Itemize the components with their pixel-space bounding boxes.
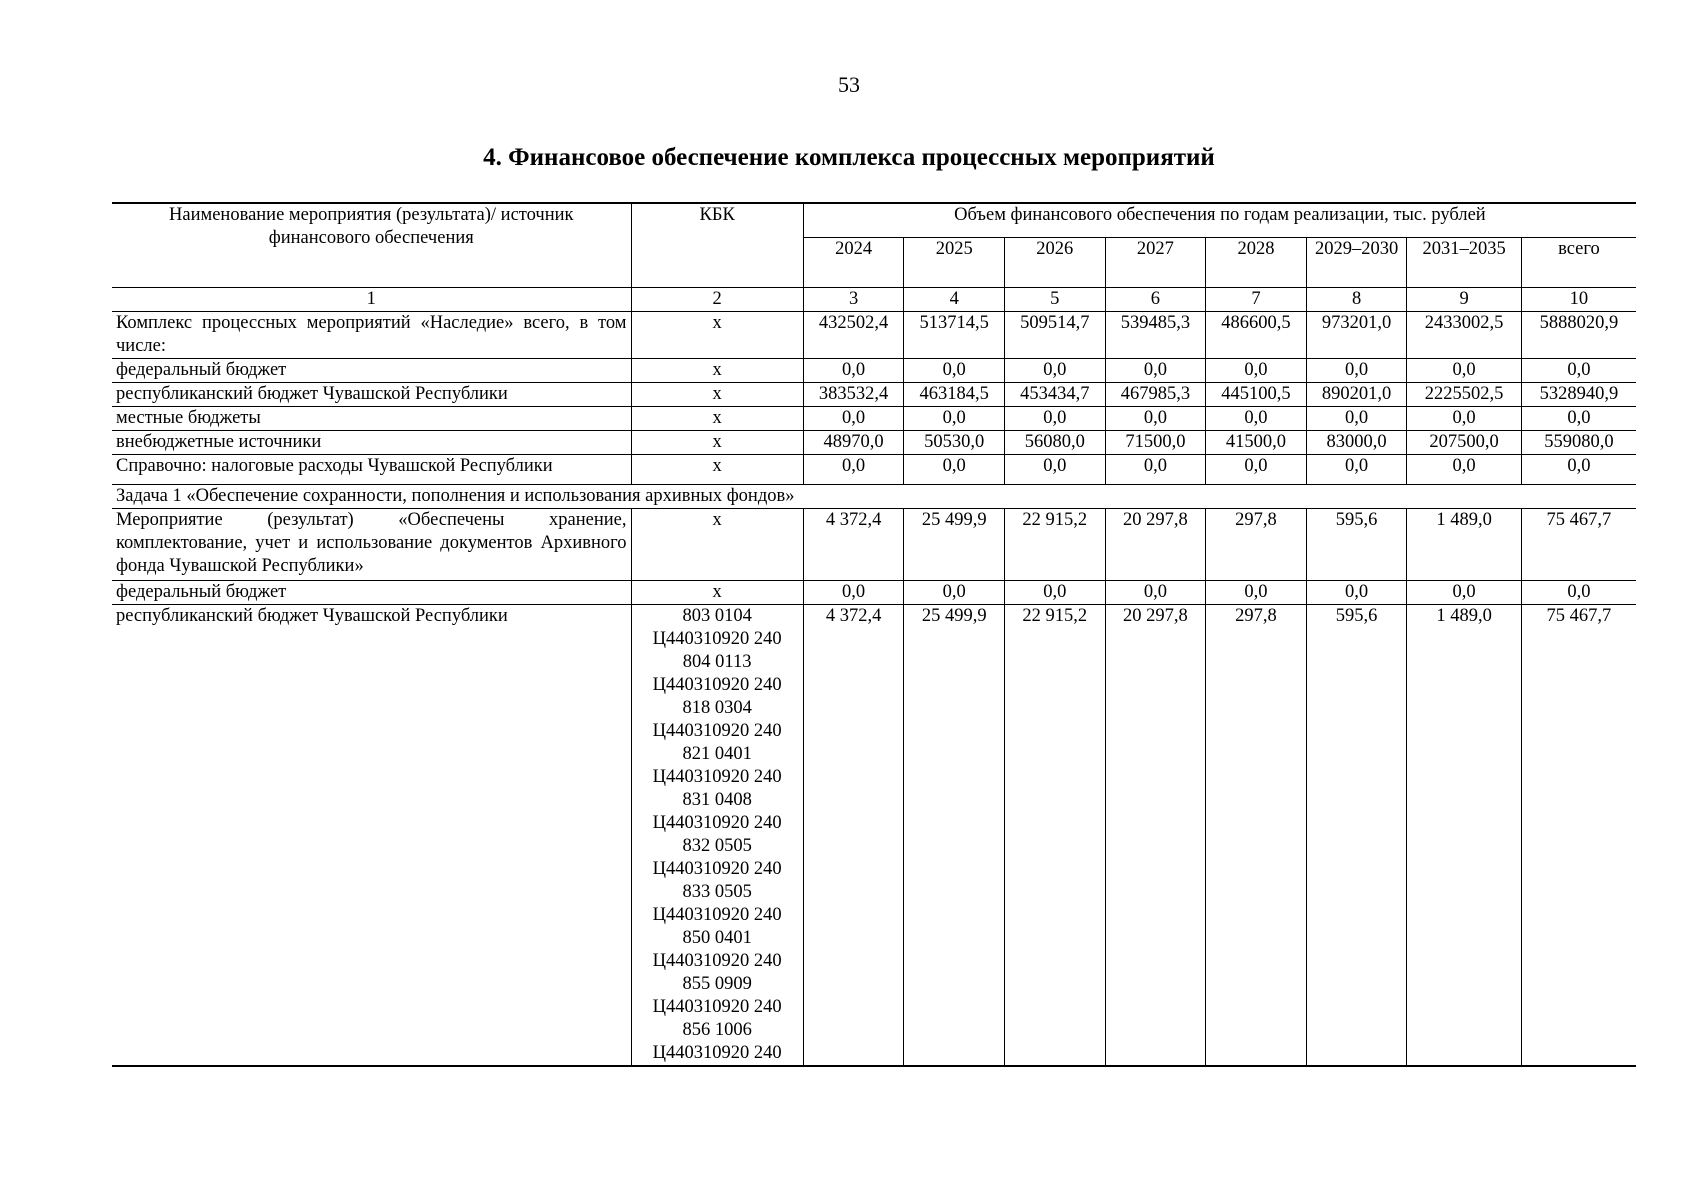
row-value: 0,0	[904, 454, 1005, 484]
column-number: 7	[1206, 287, 1307, 311]
table-row	[112, 406, 1636, 430]
table-row	[112, 508, 1636, 580]
row-value: 75 467,7	[1521, 604, 1636, 1066]
kbk-line: 850 0401	[682, 927, 752, 948]
row-value: 0,0	[1407, 358, 1522, 382]
kbk-line: Ц440310920 240	[652, 1042, 782, 1063]
row-value: 20 297,8	[1105, 604, 1206, 1066]
row-kbk: х	[631, 430, 803, 454]
row-value: 0,0	[1407, 406, 1522, 430]
row-name: Комплекс процессных мероприятий «Наследие» всего, в том числе:	[112, 311, 631, 358]
kbk-line: 833 0505	[682, 881, 752, 902]
header-year: 2025	[904, 237, 1005, 287]
row-value: 2225502,5	[1407, 382, 1522, 406]
row-value: 890201,0	[1306, 382, 1407, 406]
row-name: Мероприятие (результат) «Обеспечены хранение, комплектование, учет и использование документов Архивного фонда Чувашской Республики»	[112, 508, 631, 580]
column-number: 9	[1407, 287, 1522, 311]
row-value: 0,0	[1306, 580, 1407, 604]
row-value: 71500,0	[1105, 430, 1206, 454]
row-name: федеральный бюджет	[112, 358, 631, 382]
row-value: 0,0	[1521, 358, 1636, 382]
kbk-line: 832 0505	[682, 835, 752, 856]
kbk-line: Ц440310920 240	[652, 904, 782, 925]
kbk-line: Ц440310920 240	[652, 720, 782, 741]
table-row	[112, 454, 1636, 484]
row-value: 0,0	[1105, 358, 1206, 382]
kbk-line: 831 0408	[682, 789, 752, 810]
row-value: 0,0	[904, 580, 1005, 604]
row-value: 41500,0	[1206, 430, 1307, 454]
column-number: 2	[631, 287, 803, 311]
row-value: 0,0	[1521, 580, 1636, 604]
row-value: 0,0	[1206, 580, 1307, 604]
row-value: 0,0	[1407, 580, 1522, 604]
row-value: 0,0	[1105, 406, 1206, 430]
header-year: 2031–2035	[1407, 237, 1522, 287]
row-value: 0,0	[1004, 406, 1105, 430]
column-number: 3	[803, 287, 904, 311]
header-name: Наименование мероприятия (результата)/ источник финансового обеспечения	[112, 203, 631, 287]
row-value: 1 489,0	[1407, 508, 1522, 580]
row-value: 0,0	[1521, 406, 1636, 430]
column-number: 8	[1306, 287, 1407, 311]
column-number: 1	[112, 287, 631, 311]
row-kbk: х	[631, 358, 803, 382]
table-header	[112, 203, 1636, 311]
row-kbk: х	[631, 508, 803, 580]
table-row	[112, 382, 1636, 406]
header-kbk: КБК	[631, 203, 803, 287]
row-value: 0,0	[1306, 358, 1407, 382]
row-kbk: х	[631, 454, 803, 484]
row-value: 467985,3	[1105, 382, 1206, 406]
row-value: 0,0	[1004, 358, 1105, 382]
row-value: 4 372,4	[803, 604, 904, 1066]
row-kbk: х	[631, 382, 803, 406]
row-value: 56080,0	[1004, 430, 1105, 454]
row-value: 0,0	[803, 580, 904, 604]
header-volume: Объем финансового обеспечения по годам реализации, тыс. рублей	[803, 203, 1636, 237]
kbk-line: 804 0113	[682, 651, 752, 672]
kbk-line: Ц440310920 240	[652, 950, 782, 971]
table-row	[112, 311, 1636, 358]
row-value: 463184,5	[904, 382, 1005, 406]
row-value: 973201,0	[1306, 311, 1407, 358]
task-row	[112, 484, 1636, 508]
row-value: 0,0	[1206, 406, 1307, 430]
row-value: 20 297,8	[1105, 508, 1206, 580]
table-row	[112, 358, 1636, 382]
header-year: 2027	[1105, 237, 1206, 287]
row-value: 0,0	[1407, 454, 1522, 484]
row-value: 297,8	[1206, 508, 1307, 580]
task-title: Задача 1 «Обеспечение сохранности, пополнения и использования архивных фондов»	[112, 484, 1636, 508]
row-name: местные бюджеты	[112, 406, 631, 430]
kbk-line: 855 0909	[682, 973, 752, 994]
row-value: 22 915,2	[1004, 508, 1105, 580]
financing-table	[112, 202, 1636, 1067]
document-title: 4. Финансовое обеспечение комплекса процессных мероприятий	[483, 144, 1215, 171]
table-row	[112, 580, 1636, 604]
row-value: 486600,5	[1206, 311, 1307, 358]
row-value: 25 499,9	[904, 604, 1005, 1066]
row-value: 25 499,9	[904, 508, 1005, 580]
row-value: 0,0	[1105, 454, 1206, 484]
row-value: 22 915,2	[1004, 604, 1105, 1066]
kbk-line: Ц440310920 240	[652, 766, 782, 787]
row-value: 207500,0	[1407, 430, 1522, 454]
row-value: 48970,0	[803, 430, 904, 454]
kbk-line: Ц440310920 240	[652, 674, 782, 695]
kbk-line: 803 0104	[682, 605, 752, 626]
row-value: 2433002,5	[1407, 311, 1522, 358]
header-year: 2028	[1206, 237, 1307, 287]
row-value: 0,0	[1105, 580, 1206, 604]
row-value: 0,0	[904, 358, 1005, 382]
row-value: 0,0	[1004, 454, 1105, 484]
row-value: 595,6	[1306, 508, 1407, 580]
row-name: республиканский бюджет Чувашской Республики	[112, 604, 631, 1066]
kbk-line: Ц440310920 240	[652, 812, 782, 833]
column-number: 5	[1004, 287, 1105, 311]
row-value: 0,0	[1306, 454, 1407, 484]
row-name: внебюджетные источники	[112, 430, 631, 454]
row-value: 383532,4	[803, 382, 904, 406]
column-number: 6	[1105, 287, 1206, 311]
table-row	[112, 430, 1636, 454]
kbk-line: Ц440310920 240	[652, 858, 782, 879]
table-row	[112, 604, 1636, 1066]
row-name: федеральный бюджет	[112, 580, 631, 604]
row-value: 595,6	[1306, 604, 1407, 1066]
row-value: 0,0	[1206, 358, 1307, 382]
header-year: 2026	[1004, 237, 1105, 287]
row-value: 513714,5	[904, 311, 1005, 358]
table-body	[112, 311, 1636, 1066]
row-value: 50530,0	[904, 430, 1005, 454]
row-value: 0,0	[803, 454, 904, 484]
row-value: 297,8	[1206, 604, 1307, 1066]
row-value: 559080,0	[1521, 430, 1636, 454]
kbk-line: 856 1006	[682, 1019, 752, 1040]
row-value: 0,0	[904, 406, 1005, 430]
row-value: 0,0	[803, 358, 904, 382]
row-value: 0,0	[1306, 406, 1407, 430]
row-value: 83000,0	[1306, 430, 1407, 454]
row-kbk: х	[631, 311, 803, 358]
row-value: 0,0	[1521, 454, 1636, 484]
row-value: 432502,4	[803, 311, 904, 358]
row-value: 75 467,7	[1521, 508, 1636, 580]
row-value: 509514,7	[1004, 311, 1105, 358]
row-value: 453434,7	[1004, 382, 1105, 406]
page-number: 53	[838, 72, 860, 97]
kbk-line: Ц440310920 240	[652, 628, 782, 649]
row-value: 5328940,9	[1521, 382, 1636, 406]
row-value: 0,0	[1004, 580, 1105, 604]
row-name: республиканский бюджет Чувашской Республики	[112, 382, 631, 406]
kbk-line: 821 0401	[682, 743, 752, 764]
row-value: 0,0	[1206, 454, 1307, 484]
row-value: 4 372,4	[803, 508, 904, 580]
column-number: 10	[1521, 287, 1636, 311]
row-name: Справочно: налоговые расходы Чувашской Республики	[112, 454, 631, 484]
row-value: 539485,3	[1105, 311, 1206, 358]
kbk-line: Ц440310920 240	[652, 996, 782, 1017]
row-kbk: х	[631, 406, 803, 430]
row-value: 445100,5	[1206, 382, 1307, 406]
header-year: 2024	[803, 237, 904, 287]
kbk-list	[631, 604, 803, 1066]
row-value: 1 489,0	[1407, 604, 1522, 1066]
column-number: 4	[904, 287, 1005, 311]
header-year: всего	[1521, 237, 1636, 287]
row-kbk: х	[631, 580, 803, 604]
kbk-line: 818 0304	[682, 697, 752, 718]
column-numbers-row	[112, 287, 1636, 311]
header-year: 2029–2030	[1306, 237, 1407, 287]
row-value: 5888020,9	[1521, 311, 1636, 358]
row-value: 0,0	[803, 406, 904, 430]
